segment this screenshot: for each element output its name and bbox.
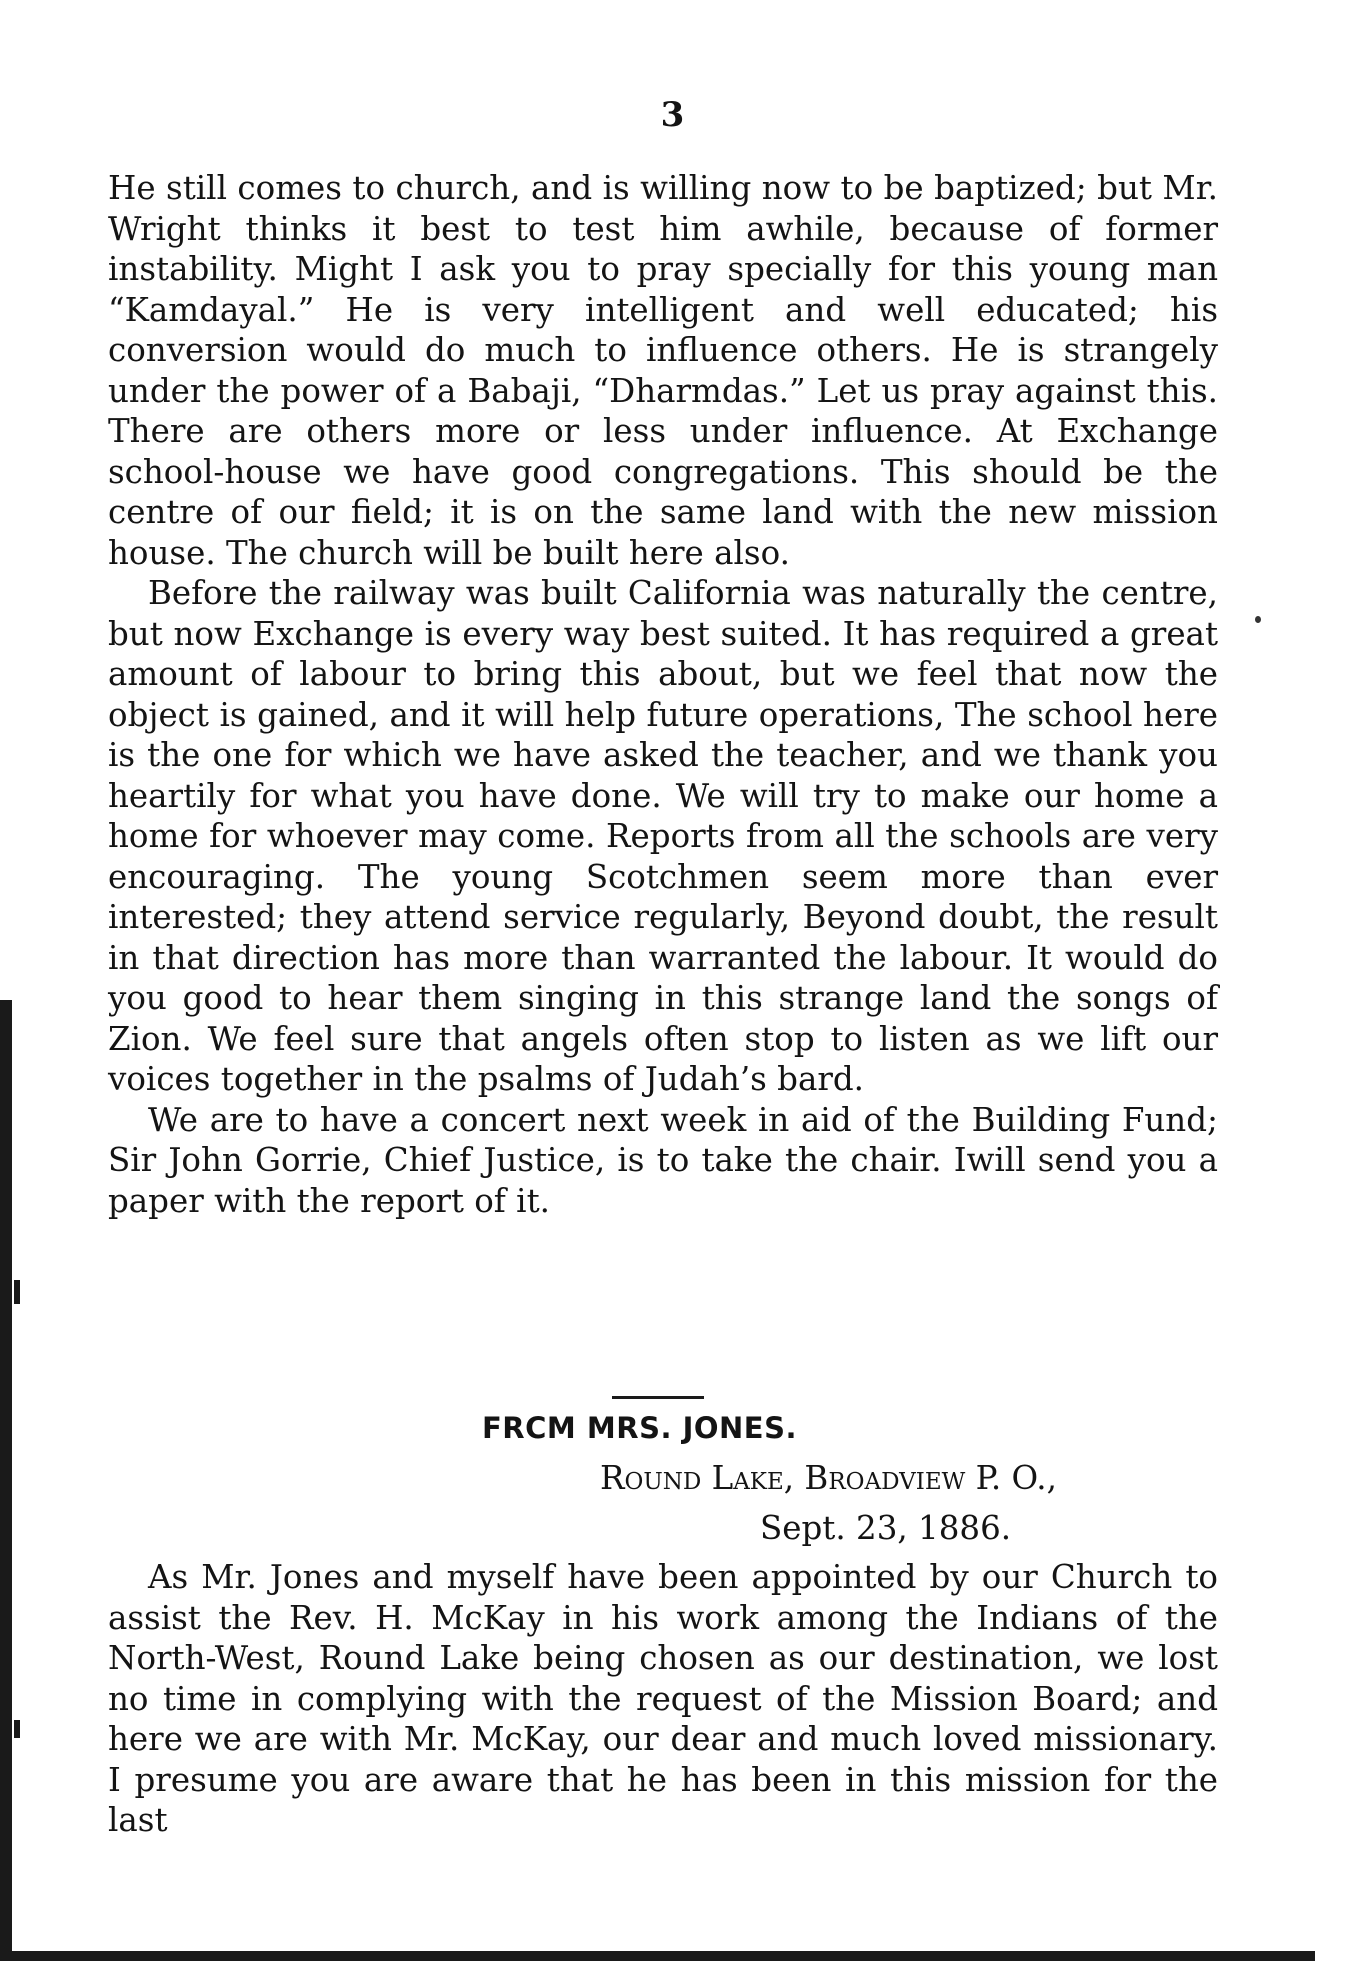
- scan-edge-left: [0, 1000, 12, 1960]
- section-divider: [612, 1396, 704, 1399]
- letter-date: Sept. 23, 1886.: [760, 1509, 1012, 1547]
- scan-speck: [1255, 616, 1261, 623]
- letter-address: Round Lake, Broadview P. O.,: [600, 1459, 1057, 1497]
- scan-edge-mark: [14, 1280, 20, 1304]
- page-number: 3: [660, 95, 685, 135]
- paragraph: He still comes to church, and is willing now to be baptized; but Mr. Wright thinks it best to test him awhile, because of former instability. Might I ask you to pray specially for this young man “Kamdayal.” He is very intelligent and well educated; his conversion would do much to influence others. He is strangely under the power of a Babaji, “Dharmdas.” Let us pray against this. There are others more or less under influence. At Exchange school-house we have good congregations. This should be the centre of our field; it is on the same land with the new mission house. The church will be built here also.: [108, 169, 1218, 572]
- scan-edge-mark: [14, 1720, 20, 1738]
- scan-edge-bottom: [0, 1951, 1315, 1961]
- letter-body-top: [108, 168, 1218, 1221]
- paragraph: We are to have a concert next week in aid of the Building Fund; Sir John Gorrie, Chief Justice, is to take the chair. Iwill send you a paper with the report of it.: [108, 1100, 1218, 1220]
- letter-body-bottom: [108, 1557, 1218, 1841]
- paragraph: Before the railway was built California was naturally the centre, but now Exchange is every way best suited. It has required a great amount of labour to bring this about, but we feel that now the object is gained, and it will help future operations, The school here is the one for which we have asked the teacher, and we thank you heartily for what you have done. We will try to make our home a home for whoever may come. Reports from all the schools are very encouraging. The young Scotchmen seem more than ever interested; they attend service regularly, Beyond doubt, the result in that direction has more than warranted the labour. It would do you good to hear them singing in this strange land the songs of Zion. We feel sure that angels often stop to listen as we lift our voices together in the psalms of Judah’s bard.: [108, 574, 1218, 1098]
- section-heading: FRCM MRS. JONES.: [482, 1411, 797, 1445]
- paragraph: As Mr. Jones and myself have been appointed by our Church to assist the Rev. H. McKay in his work among the Indians of the North-West, Round Lake being chosen as our destination, we lost no time in complying with the request of the Mission Board; and here we are with Mr. McKay, our dear and much loved missionary. I presume you are aware that he has been in this mission for the last: [108, 1558, 1218, 1839]
